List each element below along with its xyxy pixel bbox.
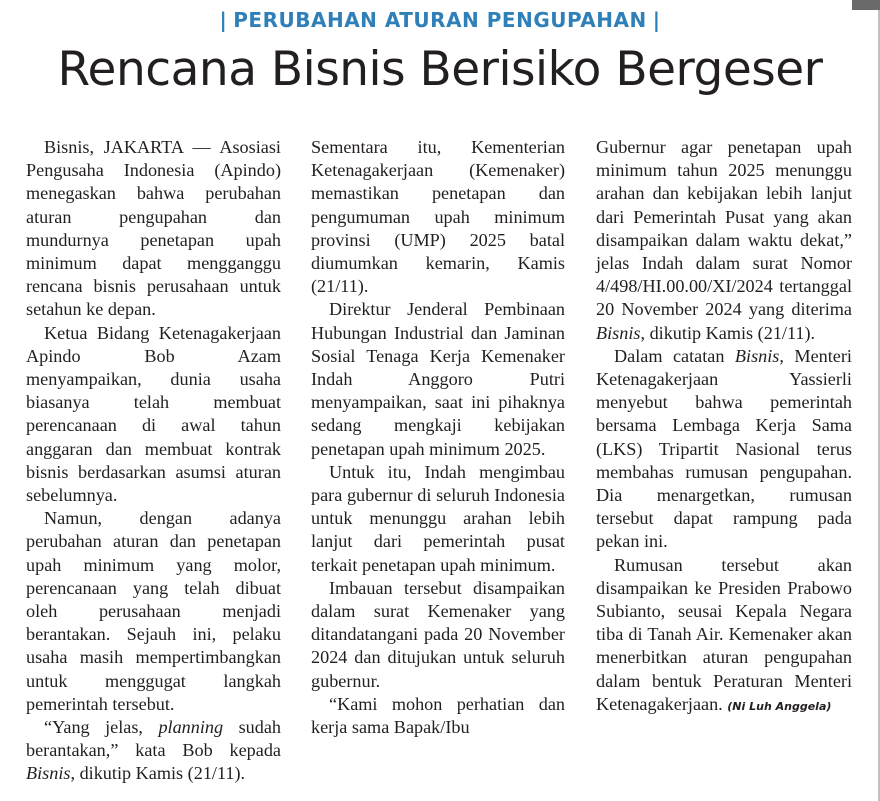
article-column-2 xyxy=(311,136,565,739)
paragraph: Imbauan tersebut disampaikan dalam surat Kemenaker yang ditandatangani pada 20 November 2024 dan ditujukan untuk seluruh gubernur. xyxy=(311,577,565,691)
text-run: , dikutip Kamis (21/11). xyxy=(640,322,816,343)
kicker-text: PERUBAHAN ATURAN PENGUPAHAN xyxy=(233,8,647,32)
paragraph xyxy=(596,345,852,554)
byline: (Ni Luh Anggela) xyxy=(727,699,832,713)
paragraph: Sementara itu, Kementerian Ketenagakerjaan (Kemenaker) memastikan penetapan dan pengumuman upah minimum provinsi (UMP) 2025 batal diumumkan kemarin, Kamis (21/11). xyxy=(311,137,565,297)
section-kicker: | PERUBAHAN ATURAN PENGUPAHAN | xyxy=(219,8,661,32)
paragraph: “Kami mohon perhatian dan kerja sama Bapak/Ibu xyxy=(311,693,565,738)
article-column-1 xyxy=(26,136,281,786)
italic-text: planning xyxy=(158,717,224,738)
text-run: “Yang jelas, xyxy=(44,717,159,738)
paragraph: Bisnis, JAKARTA — Asosiasi Pengusaha Indonesia (Apindo) menegaskan bahwa perubahan aturan pengupahan dan mundurnya penetapan upah minimum dapat mengganggu rencana bisnis perusahaan untuk setahun ke depan. xyxy=(26,137,281,320)
text-run: Gubernur agar penetapan upah minimum tahun 2025 menunggu arahan dan kebijakan lebih lanjut dari Pemerintah Pusat yang akan disampaikan dalam waktu dekat,” jelas Indah dalam surat Nomor 4/498/HI.00.00/XI/2024 tertanggal 20 November 2024 yang diterima xyxy=(596,137,852,320)
italic-text: Bisnis xyxy=(596,322,641,343)
italic-text: Bisnis xyxy=(734,345,780,366)
italic-text: Bisnis xyxy=(26,763,71,784)
paragraph: Direktur Jenderal Pembinaan Hubungan Industrial dan Jaminan Sosial Tenaga Kerja Kemenaker Indah Anggoro Putri menyampaikan, saat ini pihaknya sedang mengkaji kebijakan penetapan upah minimum 2025. xyxy=(311,299,565,459)
paragraph xyxy=(596,136,852,345)
paragraph: Untuk itu, Indah mengimbau para gubernur di seluruh Indonesia untuk menunggu arahan lebih lanjut dari pemerintah pusat terkait penetapan upah minimum. xyxy=(311,461,565,575)
article-column-3 xyxy=(596,136,852,718)
text-run: , Menteri Ketenagakerjaan Yassierli menyebut bahwa pemerintah bersama Lembaga Kerja Sama (LKS) Tripartit Nasional terus membahas rumusan pengupahan. Dia menargetkan, rumusan tersebut dapat rampung pada pekan ini. xyxy=(596,345,852,552)
article-headline: Rencana Bisnis Berisiko Bergeser xyxy=(57,42,823,97)
paragraph xyxy=(26,716,281,786)
text-run: , dikutip Kamis (21/11). xyxy=(70,763,246,784)
paragraph xyxy=(596,554,852,718)
paragraph: Namun, dengan adanya perubahan aturan dan penetapan upah minimum yang molor, perencanaan yang telah dibuat oleh perusahaan menjadi berantakan. Sejauh ini, pelaku usaha masih mempertimbangkan untuk menggugat langkah pemerintah tersebut. xyxy=(26,508,281,714)
paragraph: Ketua Bidang Ketenagakerjaan Apindo Bob Azam menyampaikan, dunia usaha biasanya telah membuat perencanaan di awal tahun anggaran dan membuat kontrak bisnis berdasarkan asumsi aturan sebelumnya. xyxy=(26,322,281,506)
text-run: sudah berantakan,” kata Bob kepada xyxy=(26,717,281,761)
text-run: Dalam catatan xyxy=(614,345,735,366)
text-run: Rumusan tersebut akan disampaikan ke Presiden Prabowo Subianto, seusai Kepala Negara tiba di Tanah Air. Kemenaker akan menerbitkan aturan pengupahan dalam bentuk Peraturan Menteri Ketenagakerjaan. xyxy=(596,554,852,714)
